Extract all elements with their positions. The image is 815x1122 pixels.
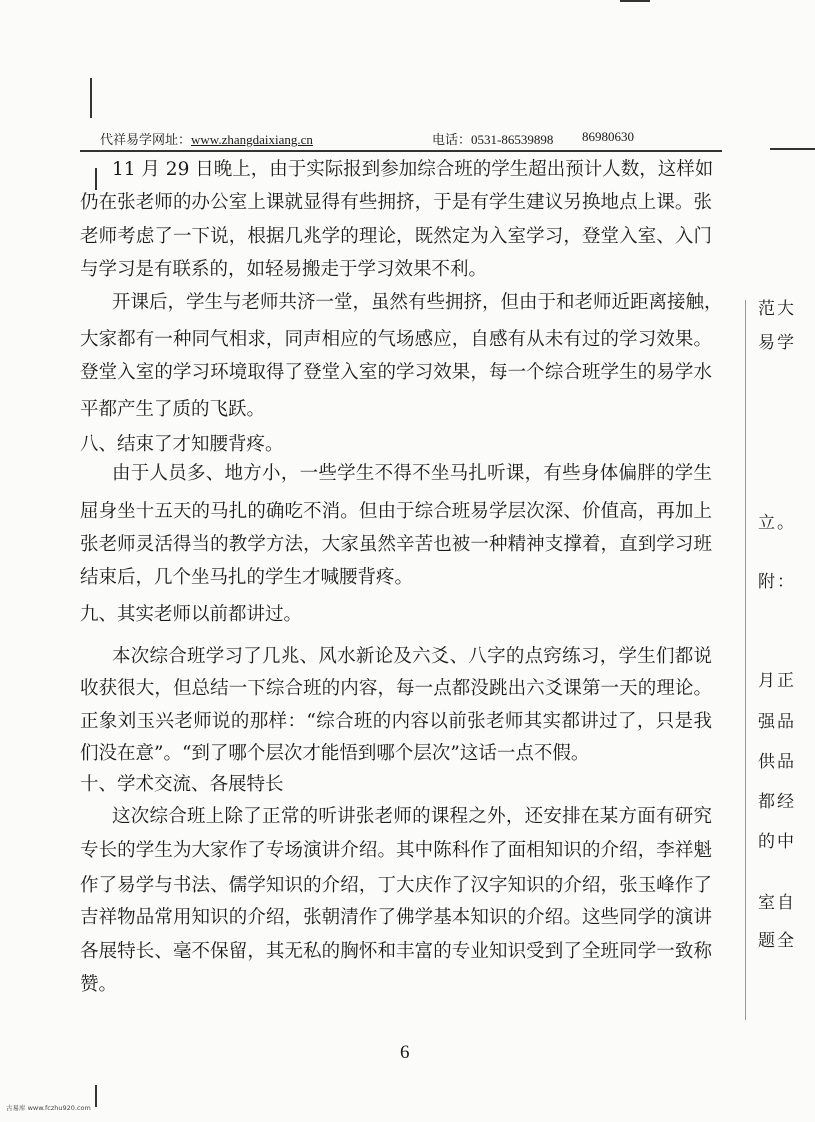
side-fragment: 易学 (758, 333, 796, 353)
side-fragment: 月正 (758, 671, 796, 691)
text-line: 开课后，学生与老师共济一堂，虽然有些拥挤，但由于和老师近距离接触， (112, 292, 723, 313)
text-line: 大家都有一种同气相求，同声相应的气场感应，自感有从未有过的学习效果。 (80, 329, 712, 350)
text-line: 专长的学生为大家作了专场演讲介绍。其中陈科作了面相知识的介绍，李祥魁 (80, 840, 712, 861)
header-phone-2: 86980630 (582, 129, 634, 144)
text-line: 们没在意”。“到了哪个层次才能悟到哪个层次”这话一点不假。 (80, 743, 590, 764)
scan-artifact (95, 1085, 97, 1107)
text-line: 作了易学与书法、儒学知识的介绍，丁大庆作了汉字知识的介绍，张玉峰作了 (80, 875, 712, 896)
text-line: 与学习是有联系的，如轻易搬走于学习效果不利。 (80, 259, 488, 280)
side-fragment: 室自 (758, 893, 796, 913)
text-line: 九、其实老师以前都讲过。 (80, 604, 303, 625)
side-fragment: 强品 (758, 712, 796, 732)
text-line: 平都产生了质的飞跃。 (80, 399, 266, 420)
text-line: 这次综合班上除了正常的听讲张老师的课程之外，还安排在某方面有研究 (112, 806, 712, 827)
scan-artifact (745, 300, 746, 1020)
side-fragment: 都经 (758, 792, 796, 812)
side-fragment: 附： (758, 572, 796, 592)
side-fragment: 的中 (758, 832, 796, 852)
header-site (100, 129, 313, 148)
side-fragment: 范大 (758, 299, 796, 319)
text-line: 老师考虑了一下说，根据几兆学的理论，既然定为入室学习，登堂入室、入门 (80, 226, 712, 247)
text-line: 11 月 29 日晚上，由于实际报到参加综合班的学生超出预计人数，这样如 (112, 159, 714, 180)
text-line: 八、结束了才知腰背疼。 (80, 434, 284, 455)
watermark: 古易库 www.fczhu920.com (6, 1104, 91, 1112)
text-line: 由于人员多、地方小，一些学生不得不坐马扎听课，有些身体偏胖的学生 (112, 463, 712, 484)
text-line: 正象刘玉兴老师说的那样：“综合班的内容以前张老师其实都讲过了，只是我 (80, 711, 712, 732)
scan-artifact (95, 168, 97, 190)
page-number: 6 (400, 1042, 410, 1063)
side-fragment: 题全 (758, 931, 796, 951)
scan-artifact (620, 0, 650, 2)
text-line: 本次综合班学习了几兆、风水新论及六爻、八字的点窍练习，学生们都说 (112, 646, 712, 667)
text-line: 十、学术交流、各展特长 (80, 774, 284, 795)
side-fragment: 供品 (758, 752, 796, 772)
text-line: 结束后，几个坐马扎的学生才喊腰背疼。 (80, 567, 414, 588)
header-phone: 电话：0531-86539898 (432, 132, 554, 147)
text-line: 收获很大，但总结一下综合班的内容，每一点都没跳出六爻课第一天的理论。 (80, 678, 712, 699)
text-line: 仍在张老师的办公室上课就显得有些拥挤，于是有学生建议另换地点上课。张 (80, 192, 712, 213)
header-rule-right (770, 148, 815, 150)
text-line: 屈身坐十五天的马扎的确吃不消。但由于综合班易学层次深、价值高，再加上 (80, 501, 712, 522)
text-line: 张老师灵活得当的教学方法，大家虽然辛苦也被一种精神支撑着，直到学习班 (80, 534, 712, 555)
scan-artifact (90, 78, 92, 118)
header-rule (80, 150, 722, 152)
side-fragment: 立。 (758, 513, 796, 533)
text-line: 各展特长、毫不保留，其无私的胸怀和丰富的专业知识受到了全班同学一致称 (80, 941, 712, 962)
header-site-url[interactable]: www.zhangdaixiang.cn (191, 132, 313, 147)
text-line: 登堂入室的学习环境取得了登堂入室的学习效果，每一个综合班学生的易学水 (80, 362, 712, 383)
text-line: 吉祥物品常用知识的介绍，张朝清作了佛学基本知识的介绍。这些同学的演讲 (80, 907, 712, 928)
text-line: 赞。 (80, 974, 118, 995)
header-site-label: 代祥易学网址： (100, 132, 192, 147)
